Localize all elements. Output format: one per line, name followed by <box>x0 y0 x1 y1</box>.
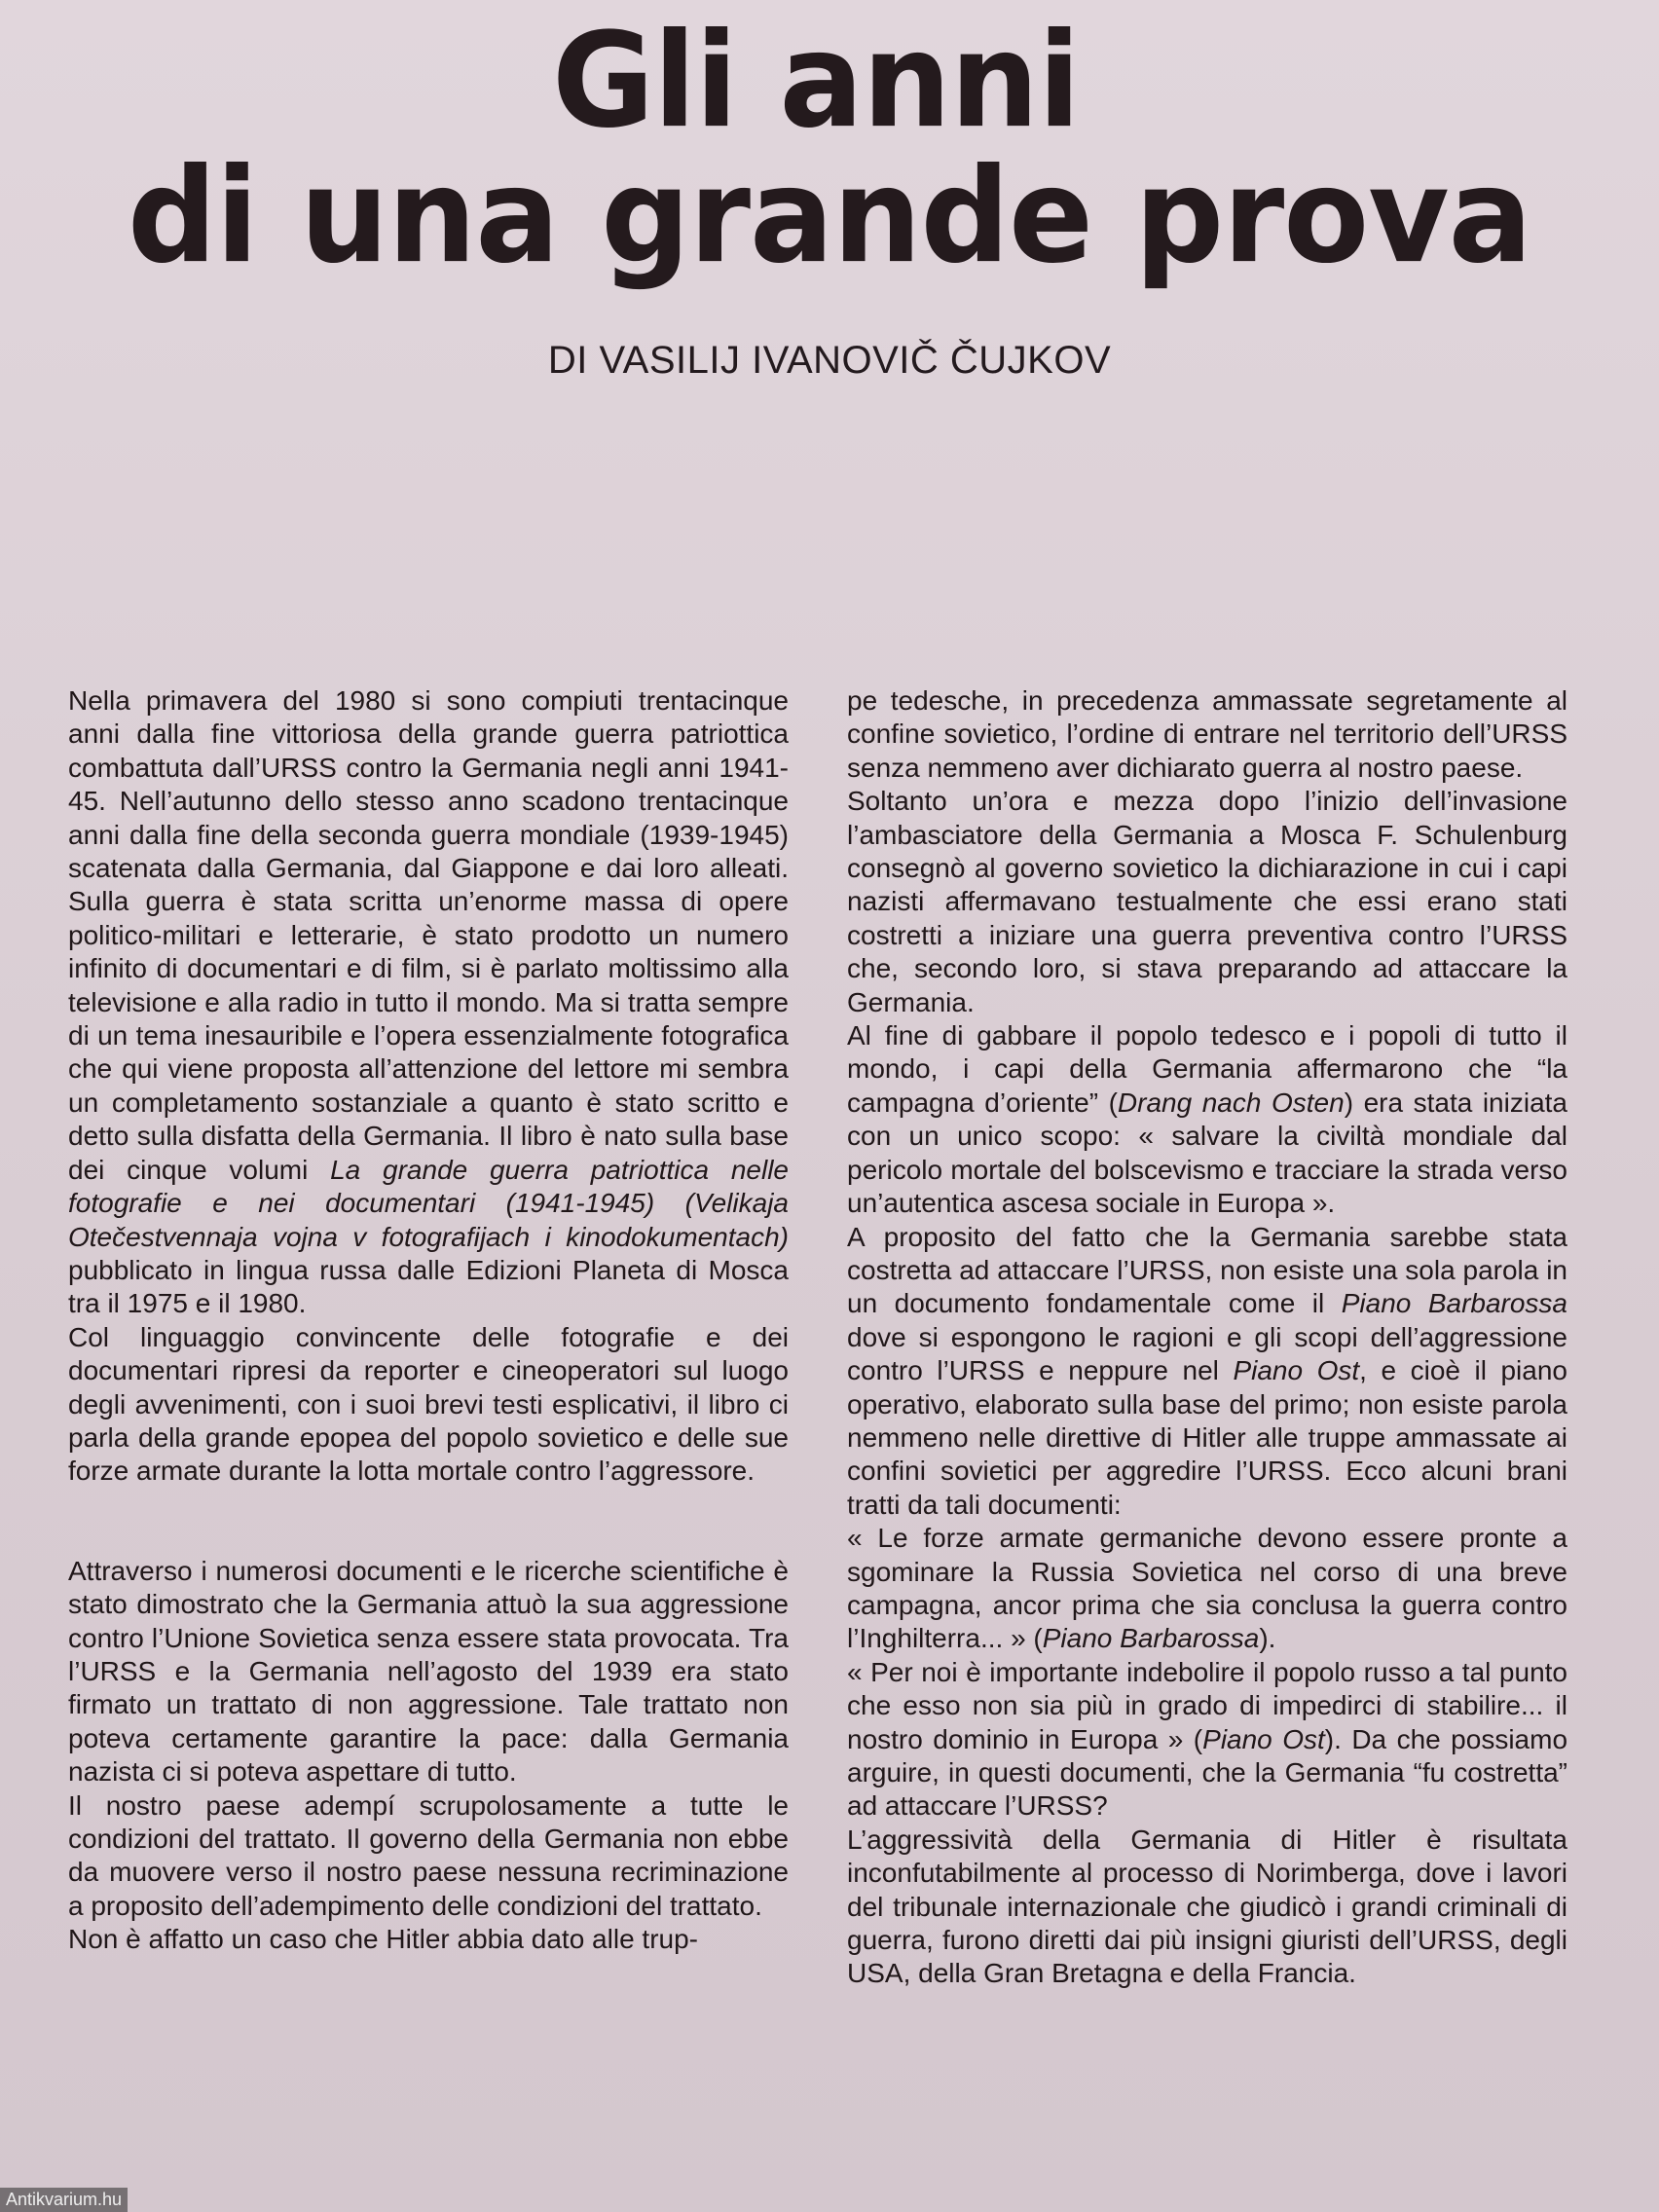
right-column <box>847 684 1567 1991</box>
paragraph: Attraverso i numerosi documenti e le ricerche scientifiche è stato dimostrato che la Germania attuò la sua aggressione contro l’Unione Sovietica senza essere stata provocata. Tra l’URSS e la Germania nell’agosto del 1939 era stato firmato un trattato di non aggressione. Tale trattato non poteva certamente garantire la pace: dalla Germania nazista ci si poteva aspettare di tutto. <box>68 1555 789 1788</box>
paragraph: Al fine di gabbare il popolo tedesco e i popoli di tutto il mondo, i capi della Germania affermarono che “la campagna d’oriente” (Drang nach Osten) era stata iniziata con un unico scopo: « salvare la civiltà mondiale dal pericolo mortale del bolscevismo e tracciare la strada verso un’autentica ascesa sociale in Europa ». <box>847 1020 1567 1219</box>
paragraph: Il nostro paese adempí scrupolosamente a tutte le condizioni del trattato. Il governo della Germania non ebbe da muovere verso il nostro paese nessuna recriminazione a proposito dell’adempimento delle condizioni del trattato. <box>68 1789 789 1921</box>
paragraph: Nella primavera del 1980 si sono compiuti trentacinque anni dalla fine vittoriosa della grande guerra patriottica combattuta dall’URSS contro la Germania negli anni 1941-45. Nell’autunno dello stesso anno scadono trentacinque anni dalla fine della seconda guerra mondiale (1939-1945) scatenata dalla Germania, dal Giappone e dai loro alleati. Sulla guerra è stata scritta un’enorme massa di opere politico-militari e letterarie, è stato prodotto un numero infinito di documentari e di film, si è parlato moltissimo alla televisione e alla radio in tutto il mondo. Ma si tratta sempre di un tema inesauribile e l’opera essenzialmente fotografica che qui viene proposta all’attenzione del lettore mi sembra un completamento sostanziale a quanto è stato scritto e detto sulla disfatta della Germania. Il libro è nato sulla base dei cinque volumi La grande guerra patriottica nelle fotografie e nei documentari (1941-1945) (Velikaja Otečestvennaja vojna v fotografijach i kinodokumentach) pubblicato in lingua russa dalle Edizioni Planeta di Mosca tra il 1975 e il 1980. <box>68 685 790 1319</box>
paragraph: Non è affatto un caso che Hitler abbia dato alle trup- <box>68 1924 698 1955</box>
paragraph: « Per noi è importante indebolire il popolo russo a tal punto che esso non sia più in grado di impedirci di stabilire... il nostro dominio in Europa » (Piano Ost). Da che possiamo arguire, in questi documenti, che la Germania “fu costretta” ad attaccare l’URSS? <box>847 1656 1568 1822</box>
title-line-1: Gli anni <box>552 5 1080 158</box>
paragraph: L’aggressività della Germania di Hitler è risultata inconfutabilmente al processo di Norimberga, dove i lavori del tribunale internazionale che giudicò i grandi criminali di guerra, furono diretti dai più insigni giuristi dell’URSS, degli USA, della Gran Bretagna e della Francia. <box>847 1824 1567 1989</box>
paragraph: Soltanto un’ora e mezza dopo l’inizio dell’invasione l’ambasciatore della Germania a Mosca F. Schulenburg consegnò al governo sovietico la dichiarazione in cui i capi nazisti affermavano testualmente che essi erano stati costretti a iniziare una guerra preventiva contro l’URSS che, secondo loro, si stava preparando ad attaccare la Germania. <box>847 786 1567 1017</box>
paragraph: A proposito del fatto che la Germania sarebbe stata costretta ad attaccare l’URSS, non esiste una sola parola in un documento fondamentale come il Piano Barbarossa dove si espongono le ragioni e gli scopi dell’aggressione contro l’URSS e neppure nel Piano Ost, e cioè il piano operativo, elaborato sulla base del primo; non esiste parola nemmeno nelle direttive di Hitler alle truppe ammassate ai confini sovietici per aggredire l’URSS. Ecco alcuni brani tratti da tali documenti: <box>847 1221 1568 1520</box>
paragraph: « Le forze armate germaniche devono essere pronte a sgominare la Russia Sovietica nel corso di una breve campagna, ancor prima che sia conclusa la guerra contro l’Inghilterra... » (Piano Barbarossa). <box>847 1523 1567 1654</box>
paragraph: pe tedesche, in precedenza ammassate segretamente al confine sovietico, l’ordine di entrare nel territorio dell’URSS senza nemmeno aver dichiarato guerra al nostro paese. <box>847 685 1567 783</box>
left-column <box>68 684 789 1957</box>
watermark: Antikvarium.hu <box>0 2188 128 2212</box>
author-byline: DI VASILIJ IVANOVIČ ČUJKOV <box>547 339 1112 382</box>
page-title <box>0 5 1659 293</box>
paragraph: Col linguaggio convincente delle fotografie e dei documentari ripresi da reporter e cineoperatori sul luogo degli avvenimenti, con i suoi brevi testi esplicativi, il libro ci parla della grande epopea del popolo sovietico e delle sue forze armate durante la lotta mortale contro l’aggressore. <box>68 1321 789 1487</box>
title-line-2: di una grande prova <box>128 140 1531 293</box>
